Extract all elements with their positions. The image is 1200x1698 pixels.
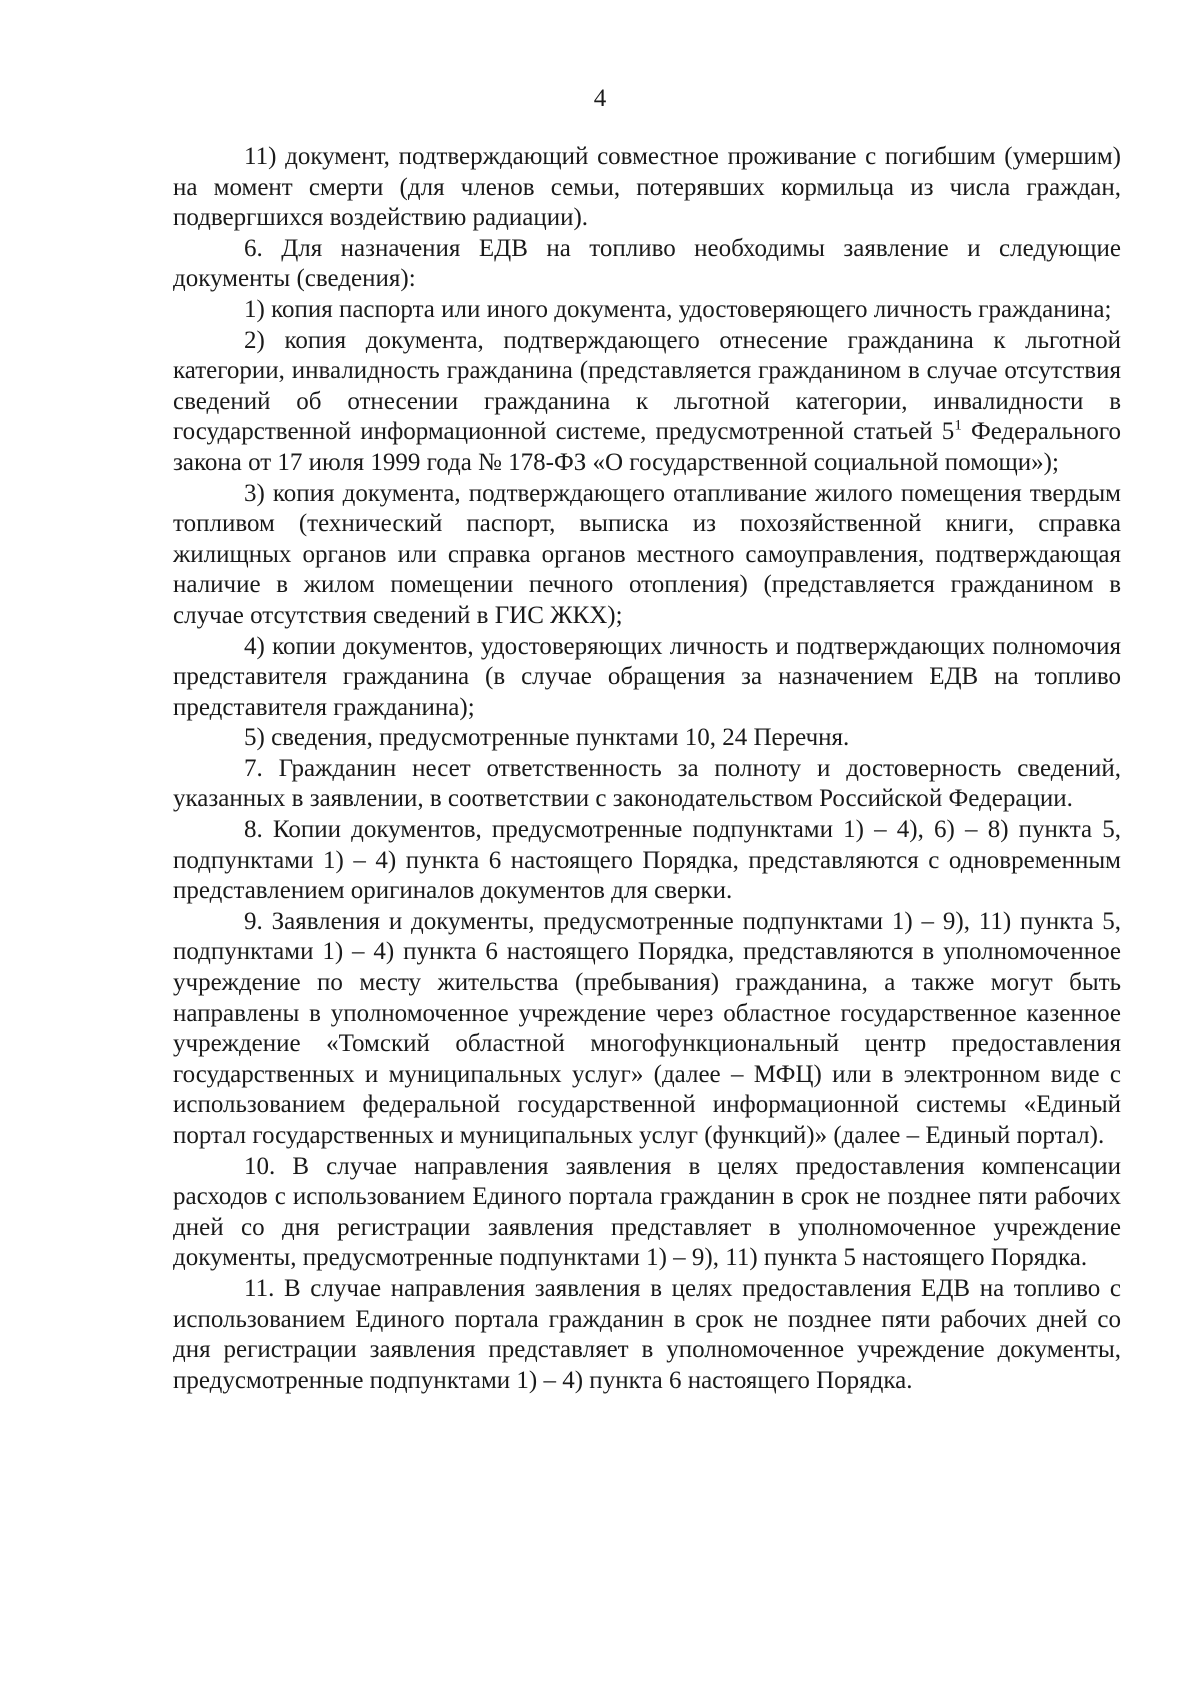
paragraph-subitem-1-passport: 1) копия паспорта или иного документа, удостоверяющего личность гражданина;: [244, 295, 1112, 323]
paragraph-subitem-4-representative: 4) копии документов, удостоверяющих личность и подтверждающих полномочия представителя гражданина (в случае обращения за назначением ЕДВ на топливо представителя гражданина);: [173, 632, 1121, 721]
paragraph-section-7: 7. Гражданин несет ответственность за полноту и достоверность сведений, указанных в заявлении, в соответствии с законодательством Российской Федерации.: [173, 754, 1121, 813]
paragraph-section-6: 6. Для назначения ЕДВ на топливо необходимы заявление и следующие документы (сведения):: [173, 234, 1121, 293]
paragraph-subitem-11-cohabitation: 11) документ, подтверждающий совместное проживание с погибшим (умершим) на момент смерти (для членов семьи, потерявших кормильца из числа граждан, подвергшихся воздействию радиации).: [173, 143, 1121, 232]
paragraph-section-9: 9. Заявления и документы, предусмотренные подпунктами 1) – 9), 11) пункта 5, подпунктами 1) – 4) пункта 6 настоящего Порядка, представляются в уполномоченное учреждение по месту жительства (пребывания) гражданина, а также могут быть направлены в уполномоченное учреждение через областное государственное казенное учреждение «Томский областной многофункциональный центр предоставления государственных и муниципальных услуг» (далее – МФЦ) или в электронном виде с использованием федеральной государственной информационной системы «Единый портал государственных и муниципальных услуг (функций)» (далее – Единый портал).: [173, 907, 1121, 1149]
superscript-marker: 1: [954, 418, 962, 435]
document-body: [173, 142, 1121, 1396]
paragraph-section-8: 8. Копии документов, предусмотренные подпунктами 1) – 4), 6) – 8) пункта 5, подпунктами 1) – 4) пункта 6 настоящего Порядка, представляются с одновременным представлением оригиналов документов для сверки.: [173, 816, 1121, 905]
paragraph-text-part: Федерального закона от 17 июля 1999 года № 178-ФЗ «О государственной социальной помощи»);: [173, 418, 1121, 476]
paragraph-section-10: 10. В случае направления заявления в целях предоставления компенсации расходов с использованием Единого портала гражданин в срок не позднее пяти рабочих дней со дня регистрации заявления представляет в уполномоченное учреждение документы, предусмотренные подпунктами 1) – 9), 11) пункта 5 настоящего Порядка.: [173, 1152, 1121, 1272]
page-number: 4: [593, 85, 607, 112]
paragraph-subitem-2-category: [173, 326, 1121, 479]
paragraph-section-11: 11. В случае направления заявления в целях предоставления ЕДВ на топливо с использованием Единого портала гражданин в срок не позднее пяти рабочих дней со дня регистрации заявления представляет в уполномоченное учреждение документы, предусмотренные подпунктами 1) – 4) пункта 6 настоящего Порядка.: [173, 1274, 1121, 1394]
paragraph-subitem-5-info: 5) сведения, предусмотренные пунктами 10, 24 Перечня.: [244, 724, 850, 752]
paragraph-text-part: 2) копия документа, подтверждающего отнесение гражданина к льготной категории, инвалидность гражданина (представляется гражданином в случае отсутствия сведений об отнесении гражданина к льготной категории, инвалидности в государственной информационной системе, предусмотренной статьей 5: [173, 326, 1121, 446]
paragraph-subitem-3-heating: 3) копия документа, подтверждающего отапливание жилого помещения твердым топливом (технический паспорт, выписка из похозяйственной книги, справка жилищных органов или справка органов местного самоуправления, подтверждающая наличие в жилом помещении печного отопления) (представляется гражданином в случае отсутствия сведений в ГИС ЖКХ);: [173, 479, 1121, 629]
